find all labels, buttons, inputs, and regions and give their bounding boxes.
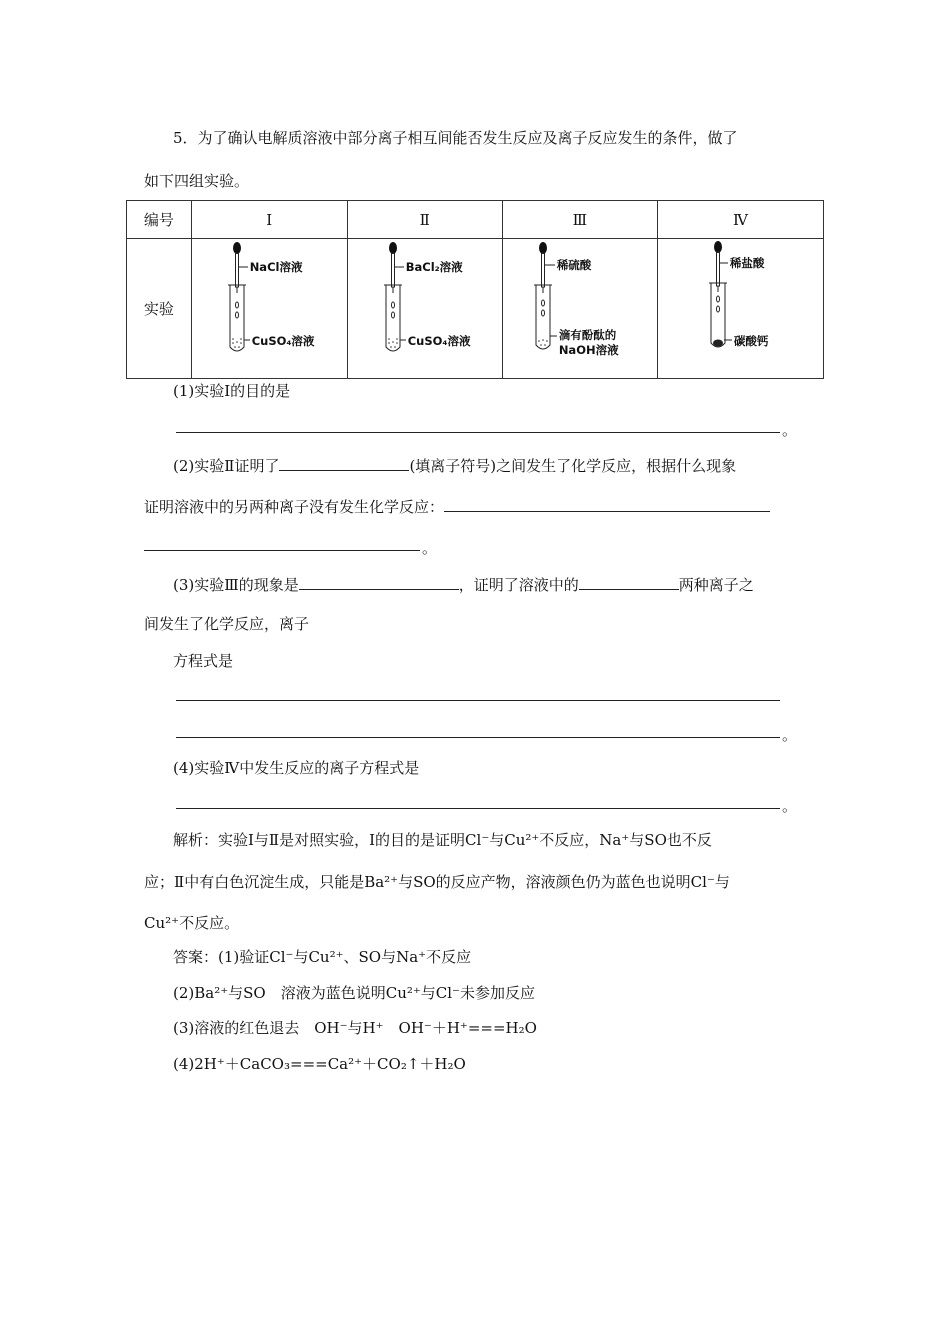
column-header-2: Ⅱ <box>347 201 502 239</box>
top-reagent-label: BaCl₂溶液 <box>405 260 463 274</box>
experiment-cell-1 <box>191 239 347 379</box>
header-label: 编号 <box>127 201 192 239</box>
bottom-reagent-label-2: NaOH溶液 <box>558 343 619 357</box>
column-header-4: Ⅳ <box>657 201 823 239</box>
experiment-table <box>126 200 824 379</box>
answer-line1: 答案：(1)验证Cl⁻与Cu²⁺、SO与Na⁺不反应 <box>173 948 472 966</box>
answer-blank-3c[interactable] <box>176 700 780 701</box>
sub-question-3-line1 <box>173 573 754 596</box>
experiment-cell-3 <box>502 239 657 379</box>
answer-blank-1[interactable] <box>176 432 780 433</box>
sub-question-2-line2 <box>144 495 770 518</box>
column-header-1: Ⅰ <box>191 201 347 239</box>
q2-text-b: (填离子符号)之间发生了化学反应，根据什么现象 <box>409 457 737 475</box>
sub-question-4: (4)实验Ⅳ中发生反应的离子方程式是 <box>173 759 420 777</box>
experiment-cell-2 <box>347 239 502 379</box>
answer-blank-3b[interactable] <box>579 573 679 590</box>
period-2: 。 <box>422 539 438 557</box>
answer-blank-2c[interactable] <box>144 550 420 551</box>
answer-blank-3a[interactable] <box>299 573 459 590</box>
top-reagent-label: 稀硫酸 <box>556 258 592 272</box>
answer-blank-2b[interactable] <box>444 495 770 512</box>
answer-blank-4[interactable] <box>176 808 780 809</box>
column-header-3: Ⅲ <box>502 201 657 239</box>
experiment-cell-4 <box>657 239 823 379</box>
q3-text-a: (3)实验Ⅲ的现象是 <box>173 576 299 594</box>
sub-question-2-line1 <box>173 454 736 477</box>
sub-question-3-line2: 间发生了化学反应，离子 <box>144 615 310 633</box>
answer-line2: (2)Ba²⁺与SO 溶液为蓝色说明Cu²⁺与Cl⁻未参加反应 <box>173 984 535 1002</box>
answer-blank-2a[interactable] <box>279 454 409 471</box>
answer-line3: (3)溶液的红色退去 OH⁻与H⁺ OH⁻＋H⁺===H₂O <box>173 1019 537 1037</box>
q3-text-c: 两种离子之 <box>678 576 754 594</box>
analysis-line1: 解析：实验Ⅰ与Ⅱ是对照实验，Ⅰ的目的是证明Cl⁻与Cu²⁺不反应，Na⁺与SO也不反 <box>173 831 712 849</box>
q2-text-c: 证明溶液中的另两种离子没有发生化学反应： <box>144 498 445 516</box>
bottom-reagent-label-1: 滴有酚酞的 <box>558 328 617 342</box>
answer-blank-3d[interactable] <box>176 737 780 738</box>
bottom-reagent-label: 碳酸钙 <box>733 334 769 348</box>
top-reagent-label: 稀盐酸 <box>729 256 765 270</box>
q3-text-b: ，证明了溶液中的 <box>458 576 579 594</box>
q2-text-a: (2)实验Ⅱ证明了 <box>173 457 280 475</box>
analysis-line2: 应；Ⅱ中有白色沉淀生成，只能是Ba²⁺与SO的反应产物，溶液颜色仍为蓝色也说明Cl⁻与 <box>144 873 730 891</box>
answer-line4: (4)2H⁺＋CaCO₃===Ca²⁺＋CO₂↑＋H₂O <box>173 1055 466 1073</box>
analysis-line3: Cu²⁺不反应。 <box>144 914 240 932</box>
top-reagent-label: NaCl溶液 <box>249 260 303 274</box>
bottom-reagent-label: CuSO₄溶液 <box>407 334 471 348</box>
sub-question-1: (1)实验Ⅰ的目的是 <box>173 382 291 400</box>
bottom-reagent-label: CuSO₄溶液 <box>251 334 315 348</box>
question-intro-line1: 5．为了确认电解质溶液中部分离子相互间能否发生反应及离子反应发生的条件，做了 <box>173 129 738 147</box>
period-1: 。 <box>782 421 798 439</box>
row-label: 实验 <box>127 239 192 379</box>
sub-question-3-line3: 方程式是 <box>173 652 234 670</box>
table-experiment-row <box>127 239 824 379</box>
period-4: 。 <box>782 797 798 815</box>
table-header-row <box>127 201 824 239</box>
question-intro-line2: 如下四组实验。 <box>144 172 250 190</box>
period-3: 。 <box>782 726 798 744</box>
